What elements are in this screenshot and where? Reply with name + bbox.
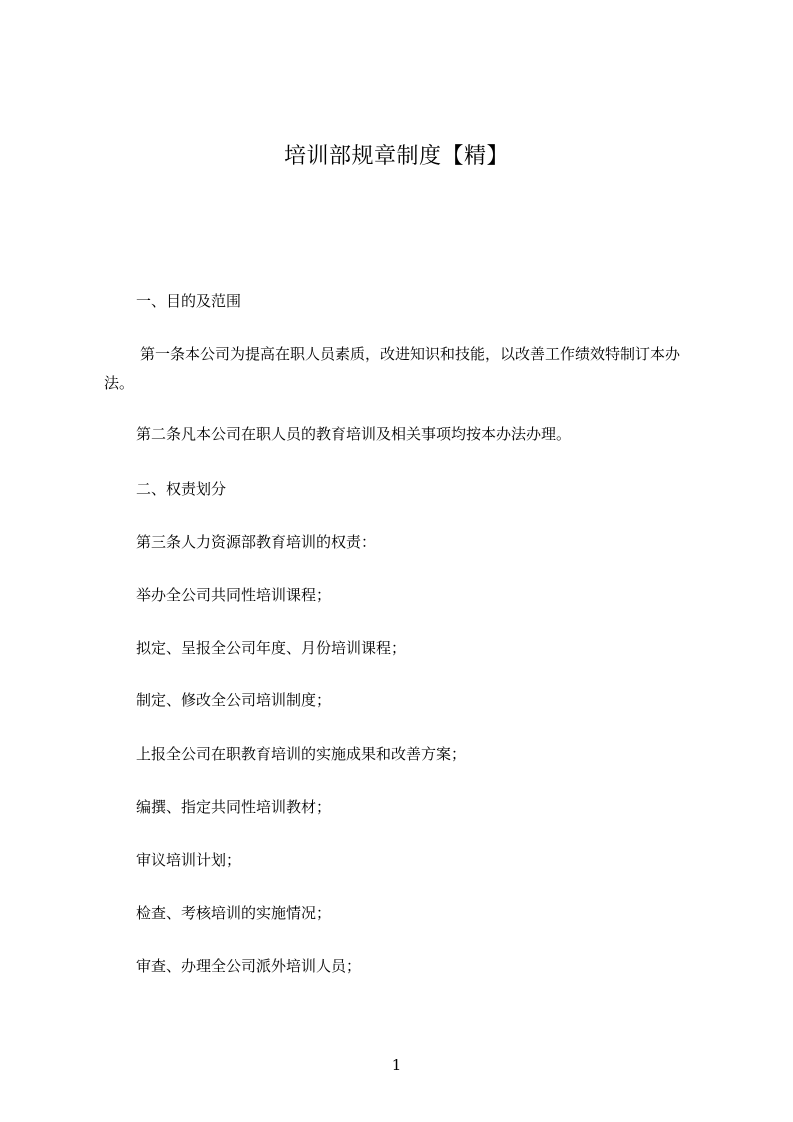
article-3: 第三条人力资源部教育培训的权责： — [136, 533, 377, 551]
duty-item: 审议培训计划； — [136, 851, 242, 869]
article-1: 第一条本公司为提高在职人员素质，改进知识和技能，以改善工作绩效特制订本办法。 — [104, 345, 681, 392]
section-heading-responsibilities: 二、权责划分 — [136, 480, 227, 498]
section-heading-scope: 一、目的及范围 — [136, 292, 242, 310]
duty-item: 审查、办理全公司派外培训人员； — [136, 957, 362, 975]
duty-item: 上报全公司在职教育培训的实施成果和改善方案； — [136, 745, 467, 763]
page-number: 1 — [391, 1056, 402, 1074]
duty-item: 编撰、指定共同性培训教材； — [136, 798, 332, 816]
duty-item: 举办全公司共同性培训课程； — [136, 586, 332, 604]
article-2: 第二条凡本公司在职人员的教育培训及相关事项均按本办法办理。 — [136, 425, 572, 443]
duty-item: 检查、考核培训的实施情况； — [136, 904, 332, 922]
duty-item: 拟定、呈报全公司年度、月份培训课程； — [136, 639, 407, 657]
document-title: 培训部规章制度【精】 — [283, 144, 509, 169]
duty-item: 制定、修改全公司培训制度； — [136, 691, 332, 709]
